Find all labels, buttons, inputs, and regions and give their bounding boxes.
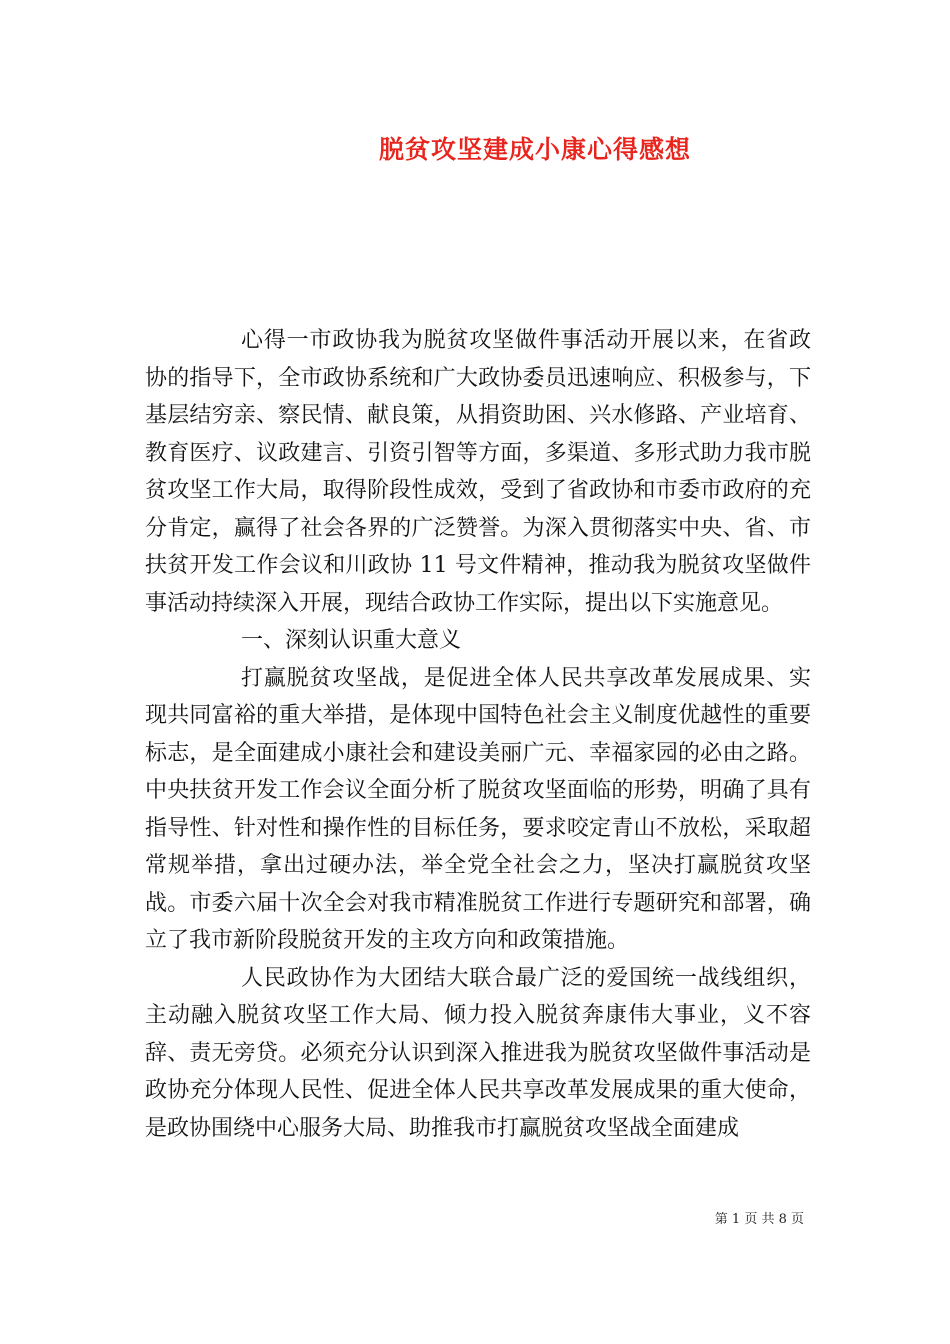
- paragraph-cppcc-role: 人民政协作为大团结大联合最广泛的爱国统一战线组织，主动融入脱贫攻坚工作大局、倾力投入脱贫奔康伟大事业，义不容辞、责无旁贷。必须充分认识到深入推进我为脱贫攻坚做件事活动是政协充分体现人民性、促进全体人民共享改革发展成果的重大使命，是政协围绕中心服务大局、助推我市打赢脱贫攻坚战全面建成: [145, 965, 811, 1141]
- document-body: [145, 322, 811, 1147]
- paragraph-significance: 打赢脱贫攻坚战，是促进全体人民共享改革发展成果、实现共同富裕的重大举措，是体现中国特色社会主义制度优越性的重要标志，是全面建成小康社会和建设美丽广元、幸福家园的必由之路。中央扶贫开发工作会议全面分析了脱贫攻坚面临的形势，明确了具有指导性、针对性和操作性的目标任务，要求咬定青山不放松，采取超常规举措，拿出过硬办法，举全党全社会之力，坚决打赢脱贫攻坚战。市委六届十次全会对我市精准脱贫工作进行专题研究和部署，确立了我市新阶段脱贫开发的主攻方向和政策措施。: [145, 665, 811, 953]
- paragraph-intro: 心得一市政协我为脱贫攻坚做件事活动开展以来，在省政协的指导下，全市政协系统和广大政协委员迅速响应、积极参与，下基层结穷亲、察民情、献良策，从捐资助困、兴水修路、产业培育、教育医疗、议政建言、引资引智等方面，多渠道、多形式助力我市脱贫攻坚工作大局，取得阶段性成效，受到了省政协和市委市政府的充分肯定，赢得了社会各界的广泛赞誉。为深入贯彻落实中央、省、市扶贫开发工作会议和川政协 11 号文件精神，推动我为脱贫攻坚做件事活动持续深入开展，现结合政协工作实际，提出以下实施意见。: [145, 328, 811, 616]
- document-title: 脱贫攻坚建成小康心得感想: [378, 135, 691, 164]
- section-heading: 一、深刻认识重大意义: [241, 628, 462, 653]
- page-number: 第 1 页 共 8 页: [714, 1212, 804, 1227]
